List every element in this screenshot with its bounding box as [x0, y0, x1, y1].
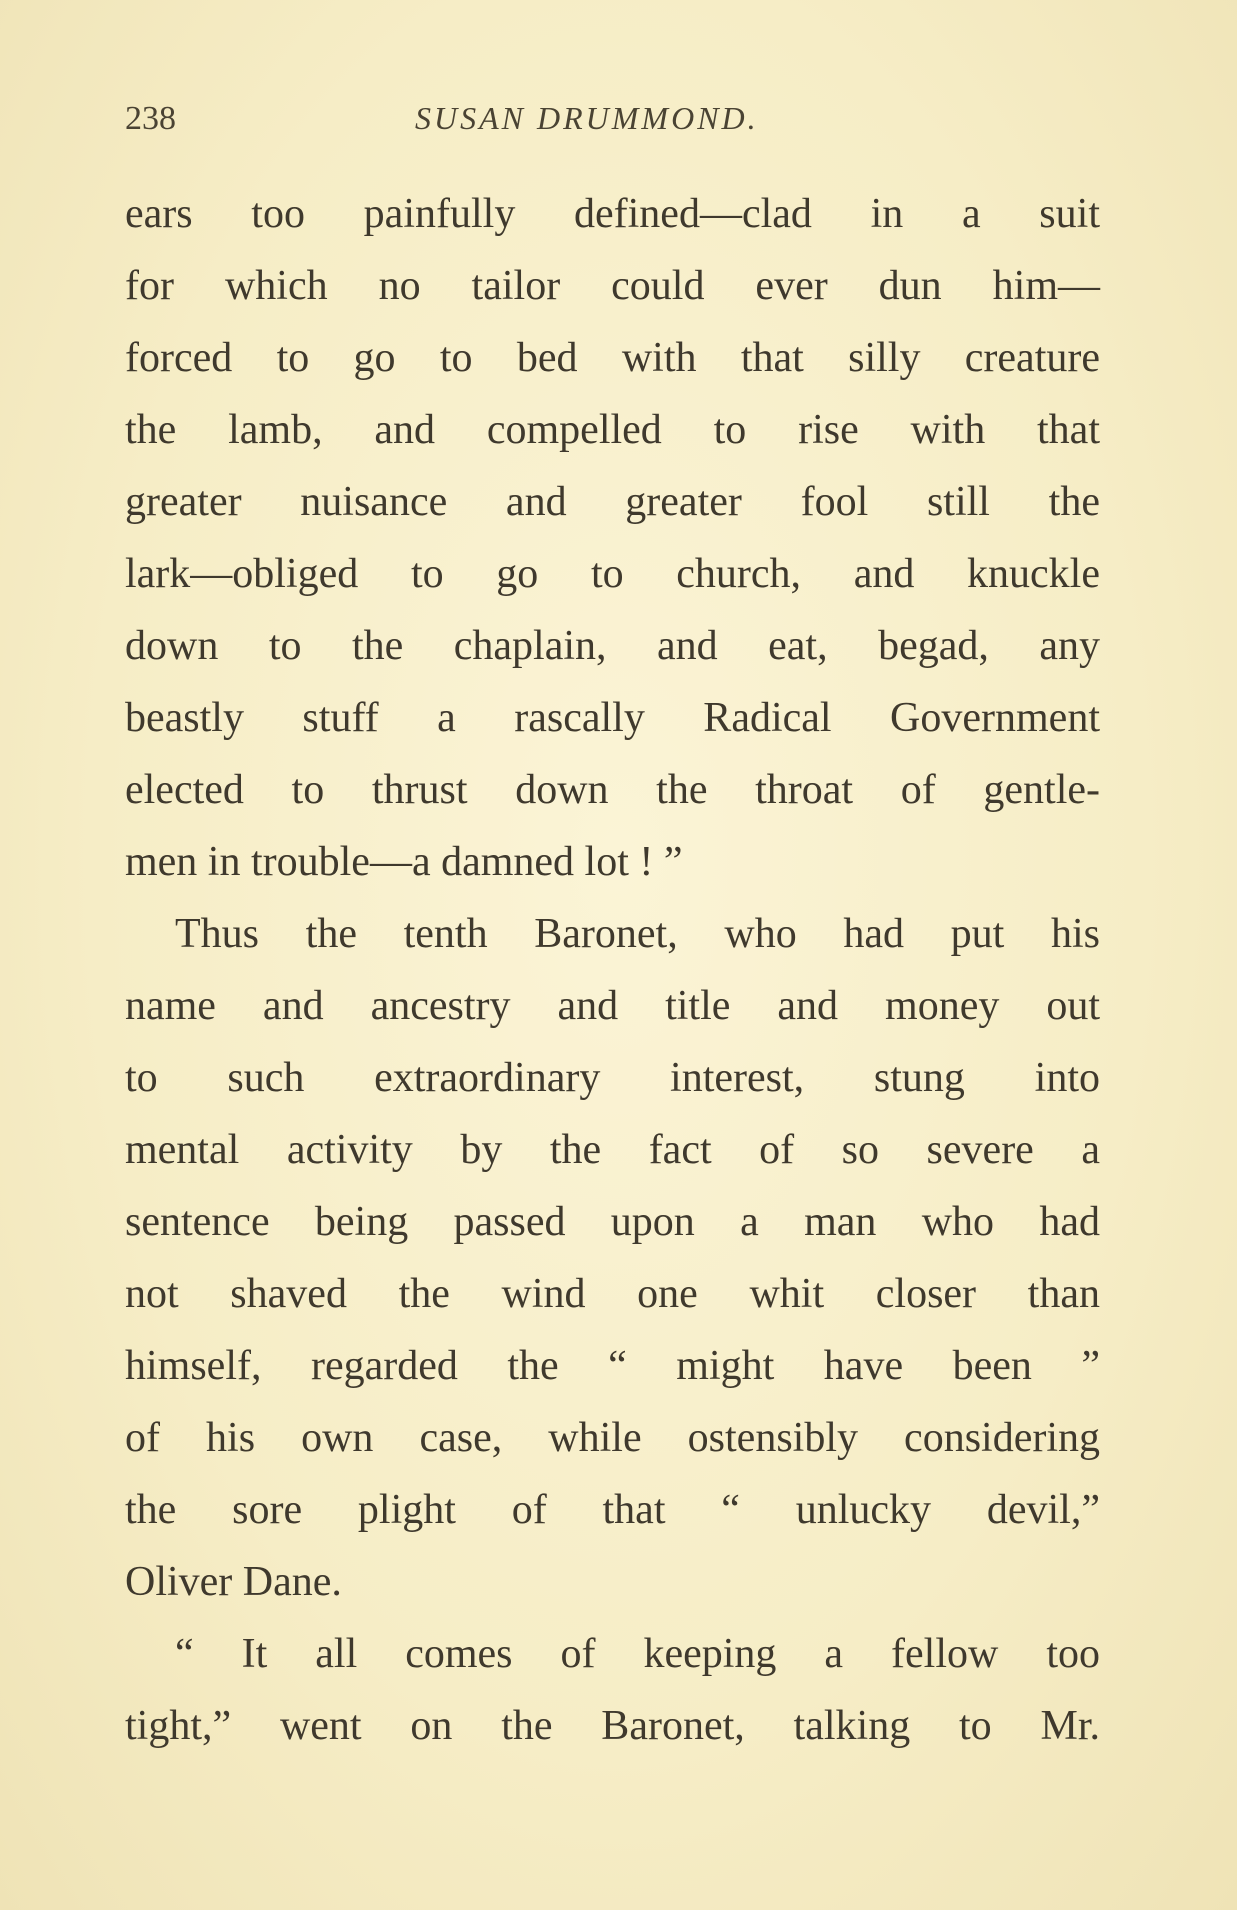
- text-line: name and ancestry and title and money out: [125, 983, 1100, 1029]
- text-line: Oliver Dane.: [125, 1559, 342, 1605]
- text-line: sentence being passed upon a man who had: [125, 1199, 1100, 1245]
- text-line: for which no tailor could ever dun him—: [125, 263, 1100, 309]
- text-line: down to the chaplain, and eat, begad, any: [125, 623, 1100, 669]
- text-line: Thus the tenth Baronet, who had put his: [175, 911, 1100, 957]
- body-text: [125, 178, 1100, 1762]
- text-line: himself, regarded the “ might have been ”: [125, 1343, 1100, 1389]
- running-head: SUSAN DRUMMOND.: [415, 100, 759, 136]
- text-line: of his own case, while ostensibly considering: [125, 1415, 1100, 1461]
- text-line: beastly stuff a rascally Radical Government: [125, 695, 1100, 741]
- text-line: elected to thrust down the throat of gentle-: [125, 767, 1100, 813]
- text-line: greater nuisance and greater fool still the: [125, 479, 1100, 525]
- page-header: [125, 100, 1115, 150]
- text-line: forced to go to bed with that silly creature: [125, 335, 1100, 381]
- text-line: ears too painfully defined—clad in a suit: [125, 191, 1100, 237]
- text-line: the sore plight of that “ unlucky devil,”: [125, 1487, 1100, 1533]
- page-number: 238: [125, 100, 176, 137]
- text-line: mental activity by the fact of so severe a: [125, 1127, 1100, 1173]
- text-line: the lamb, and compelled to rise with that: [125, 407, 1100, 453]
- text-line: tight,” went on the Baronet, talking to Mr.: [125, 1703, 1100, 1749]
- text-line: “ It all comes of keeping a fellow too: [175, 1631, 1100, 1677]
- text-line: men in trouble—a damned lot ! ”: [125, 839, 683, 885]
- text-line: to such extraordinary interest, stung into: [125, 1055, 1100, 1101]
- text-line: lark—obliged to go to church, and knuckle: [125, 551, 1100, 597]
- text-line: not shaved the wind one whit closer than: [125, 1271, 1100, 1317]
